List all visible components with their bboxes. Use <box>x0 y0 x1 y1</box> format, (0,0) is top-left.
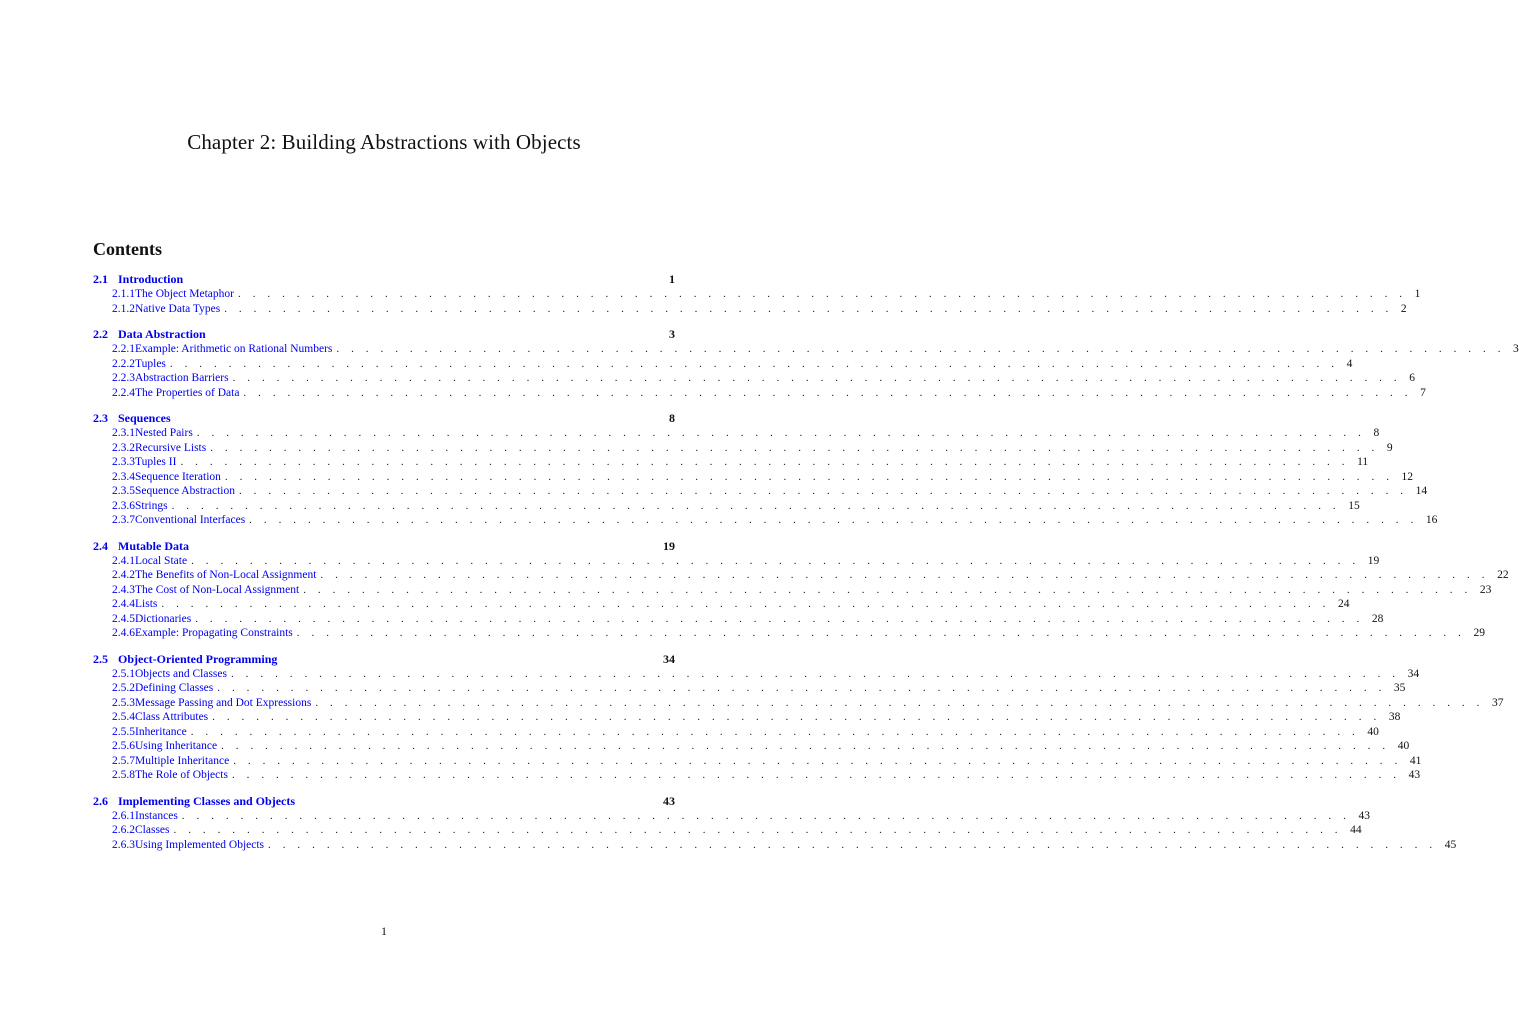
table-of-contents <box>93 272 1519 863</box>
subsection-page: 44 <box>1350 824 1362 836</box>
toc-subsection-link[interactable] <box>93 441 1393 456</box>
subsection-number[interactable]: 2.4.4 <box>112 598 135 610</box>
dot-leader: . . . . . . . . . . . . . . . . . . . . . . . . . . . . . . . . . . . . . . . . . . . . . . . . . . . . . . . . . . . . . . . . . . . . . . . . . . . . . . . . <box>320 569 1490 581</box>
subsection-title[interactable]: Message Passing and Dot Expressions <box>135 696 312 709</box>
dot-leader: . . . . . . . . . . . . . . . . . . . . . . . . . . . . . . . . . . . . . . . . . . . . . . . . . . . . . . . . . . . . . . . . . . . . . . . . . . . . . . . . <box>171 499 1341 512</box>
subsection-title[interactable]: Sequence Abstraction <box>135 485 235 497</box>
section-number[interactable]: 2.6 <box>93 793 108 808</box>
toc-subsection-link[interactable] <box>93 426 1380 441</box>
section-number[interactable]: 2.4 <box>93 538 108 553</box>
dot-leader: . . . . . . . . . . . . . . . . . . . . . . . . . . . . . . . . . . . . . . . . . . . . . . . . . . . . . . . . . . . . . . . . . . . . . . . . . . . . . . . . <box>181 809 1351 822</box>
dot-leader: . . . . . . . . . . . . . . . . . . . . . . . . . . . . . . . . . . . . . . . . . . . . . . . . . . . . . . . . . . . . . . . . . . . . . . . . . . . . . . . . <box>210 441 1379 454</box>
subsection-number[interactable]: 2.5.5 <box>112 725 135 738</box>
dot-leader: . . . . . . . . . . . . . . . . . . . . . . . . . . . . . . . . . . . . . . . . . . . . . . . . . . . . . . . . . . . . . . . . . . . . . . . . . . . . . . . . <box>233 754 1402 767</box>
dot-leader: . . . . . . . . . . . . . . . . . . . . . . . . . . . . . . . . . . . . . . . . . . . . . . . . . . . . . . . . . . . . . . . . . . . . . . . . . . . . . . . . <box>231 769 1401 781</box>
toc-subsection-link[interactable] <box>93 739 1410 754</box>
toc-section <box>93 327 1519 400</box>
subsection-number[interactable]: 2.5.1 <box>112 667 135 680</box>
section-title[interactable]: Introduction <box>118 272 184 286</box>
section-page: 3 <box>669 327 675 341</box>
subsection-number[interactable]: 2.3.5 <box>112 485 135 497</box>
section-page: 1 <box>669 272 675 286</box>
toc-subsection-link[interactable] <box>93 513 1438 528</box>
dot-leader: . . . . . . . . . . . . . . . . . . . . . . . . . . . . . . . . . . . . . . . . . . . . . . . . . . . . . . . . . . . . . . . . . . . . . . . . . . . . . . . . <box>336 343 1506 355</box>
toc-subsection-link[interactable] <box>93 287 1421 302</box>
subsection-page: 14 <box>1415 485 1428 497</box>
subsection-title[interactable]: Native Data Types <box>135 302 221 315</box>
toc-subsection-link[interactable] <box>93 823 1362 838</box>
toc-section-link[interactable] <box>93 539 675 554</box>
toc-subsection-link[interactable] <box>93 612 1384 627</box>
section-title[interactable]: Data Abstraction <box>118 327 206 341</box>
subsection-number[interactable]: 2.3.6 <box>112 499 135 512</box>
section-page: 19 <box>663 538 675 553</box>
subsection-number[interactable]: 2.5.8 <box>112 769 135 781</box>
toc-section <box>93 272 1421 316</box>
subsection-title[interactable]: Example: Propagating Constraints <box>135 627 293 639</box>
toc-section-link[interactable] <box>93 652 675 667</box>
subsection-title[interactable]: Local State <box>135 554 188 567</box>
dot-leader: . . . . . . . . . . . . . . . . . . . . . . . . . . . . . . . . . . . . . . . . . . . . . . . . . . . . . . . . . . . . . . . . . . . . . . . . . . . . . . . . <box>232 372 1402 384</box>
subsection-number[interactable]: 2.5.4 <box>112 711 135 723</box>
subsection-title[interactable]: Dictionaries <box>135 612 192 625</box>
section-number[interactable]: 2.5 <box>93 651 108 666</box>
subsection-page: 43 <box>1408 769 1421 781</box>
subsection-number[interactable]: 2.5.2 <box>112 682 135 694</box>
subsection-title[interactable]: Recursive Lists <box>135 441 207 454</box>
subsection-number[interactable]: 2.3.1 <box>112 427 135 439</box>
subsection-title[interactable]: The Properties of Data <box>135 386 240 399</box>
page-number: 1 <box>381 924 387 938</box>
toc-subsection-link[interactable] <box>93 455 1369 470</box>
subsection-page: 43 <box>1358 809 1370 822</box>
subsection-page: 9 <box>1386 441 1393 454</box>
subsection-number[interactable]: 2.2.4 <box>112 386 135 399</box>
dot-leader: . . . . . . . . . . . . . . . . . . . . . . . . . . . . . . . . . . . . . . . . . . . . . . . . . . . . . . . . . . . . . . . . . . . . . . . . . . . . . . . . <box>173 824 1343 836</box>
subsection-page: 19 <box>1367 554 1380 567</box>
subsection-title[interactable]: Lists <box>135 598 158 610</box>
subsection-page: 7 <box>1420 386 1426 399</box>
toc-subsection-link[interactable] <box>93 725 1379 740</box>
dot-leader: . . . . . . . . . . . . . . . . . . . . . . . . . . . . . . . . . . . . . . . . . . . . . . . . . . . . . . . . . . . . . . . . . . . . . . . . . . . . . . . . <box>195 612 1364 625</box>
subsection-page: 23 <box>1479 583 1492 596</box>
subsection-page: 12 <box>1401 470 1414 483</box>
toc-subsection-link[interactable] <box>93 710 1401 725</box>
section-title[interactable]: Implementing Classes and Objects <box>118 793 296 808</box>
subsection-title[interactable]: Abstraction Barriers <box>135 372 229 384</box>
subsection-number[interactable]: 2.6.3 <box>112 838 135 851</box>
toc-subsection-link[interactable] <box>93 568 1509 583</box>
subsection-number[interactable]: 2.4.1 <box>112 554 135 567</box>
section-title[interactable]: Object-Oriented Programming <box>118 651 278 666</box>
toc-section <box>93 651 1504 783</box>
subsection-title[interactable]: Using Inheritance <box>135 740 218 752</box>
subsection-page: 1 <box>1414 288 1421 300</box>
subsection-title[interactable]: Objects and Classes <box>135 667 227 680</box>
subsection-number[interactable]: 2.2.1 <box>112 343 135 355</box>
toc-subsection-link[interactable] <box>93 626 1485 641</box>
subsection-title[interactable]: Tuples II <box>135 456 177 468</box>
subsection-page: 40 <box>1397 740 1410 752</box>
toc-section <box>93 411 1438 528</box>
dot-leader: . . . . . . . . . . . . . . . . . . . . . . . . . . . . . . . . . . . . . . . . . . . . . . . . . . . . . . . . . . . . . . . . . . . . . . . . . . . . . . . . <box>268 838 1437 851</box>
section-title[interactable]: Mutable Data <box>118 538 189 553</box>
toc-subsection-link[interactable] <box>93 597 1350 612</box>
toc-section-link[interactable] <box>93 272 675 287</box>
section-page: 43 <box>663 793 675 808</box>
subsection-title[interactable]: The Role of Objects <box>135 769 228 781</box>
subsection-number[interactable]: 2.3.2 <box>112 441 135 454</box>
toc-subsection-link[interactable] <box>93 696 1504 711</box>
subsection-title[interactable]: Tuples <box>135 357 166 370</box>
subsection-title[interactable]: Class Attributes <box>135 711 209 723</box>
subsection-page: 35 <box>1393 682 1406 694</box>
toc-subsection-link[interactable] <box>93 667 1420 682</box>
section-number[interactable]: 2.1 <box>93 272 108 286</box>
subsection-page: 3 <box>1513 343 1519 355</box>
subsection-title[interactable]: Multiple Inheritance <box>135 754 230 767</box>
section-title[interactable]: Sequences <box>118 411 171 425</box>
dot-leader: . . . . . . . . . . . . . . . . . . . . . . . . . . . . . . . . . . . . . . . . . . . . . . . . . . . . . . . . . . . . . . . . . . . . . . . . . . . . . . . . <box>190 725 1360 738</box>
subsection-page: 34 <box>1407 667 1420 680</box>
dot-leader: . . . . . . . . . . . . . . . . . . . . . . . . . . . . . . . . . . . . . . . . . . . . . . . . . . . . . . . . . . . . . . . . . . . . . . . . . . . . . . . . <box>296 627 1466 639</box>
dot-leader: . . . . . . . . . . . . . . . . . . . . . . . . . . . . . . . . . . . . . . . . . . . . . . . . . . . . . . . . . . . . . . . . . . . . . . . . . . . . . . . . <box>196 427 1366 439</box>
subsection-page: 11 <box>1357 456 1369 468</box>
subsection-page: 4 <box>1346 357 1353 370</box>
toc-section-link[interactable] <box>93 794 675 809</box>
subsection-page: 37 <box>1491 696 1504 709</box>
toc-subsection-link[interactable] <box>93 342 1519 357</box>
dot-leader: . . . . . . . . . . . . . . . . . . . . . . . . . . . . . . . . . . . . . . . . . . . . . . . . . . . . . . . . . . . . . . . . . . . . . . . . . . . . . . . . <box>315 696 1484 709</box>
dot-leader: . . . . . . . . . . . . . . . . . . . . . . . . . . . . . . . . . . . . . . . . . . . . . . . . . . . . . . . . . . . . . . . . . . . . . . . . . . . . . . . . <box>238 288 1407 300</box>
toc-subsection-link[interactable] <box>93 681 1406 696</box>
toc-subsection-link[interactable] <box>93 357 1353 372</box>
subsection-title[interactable]: Nested Pairs <box>135 427 193 439</box>
toc-subsection-link[interactable] <box>93 470 1414 485</box>
dot-leader: . . . . . . . . . . . . . . . . . . . . . . . . . . . . . . . . . . . . . . . . . . . . . . . . . . . . . . . . . . . . . . . . . . . . . . . . . . . . . . . . <box>230 667 1400 680</box>
subsection-title[interactable]: Defining Classes <box>135 682 214 694</box>
subsection-number[interactable]: 2.3.4 <box>112 470 135 483</box>
toc-section <box>93 538 1509 641</box>
subsection-title[interactable]: Classes <box>135 824 170 836</box>
subsection-number[interactable]: 2.2.3 <box>112 372 135 384</box>
subsection-number[interactable]: 2.3.3 <box>112 456 135 468</box>
subsection-number[interactable]: 2.5.3 <box>112 696 135 709</box>
subsection-page: 2 <box>1400 302 1407 315</box>
subsection-title[interactable]: The Object Metaphor <box>135 288 234 300</box>
toc-subsection-link[interactable] <box>93 768 1421 783</box>
toc-section-link[interactable] <box>93 411 675 426</box>
dot-leader: . . . . . . . . . . . . . . . . . . . . . . . . . . . . . . . . . . . . . . . . . . . . . . . . . . . . . . . . . . . . . . . . . . . . . . . . . . . . . . . . <box>180 456 1350 468</box>
dot-leader: . . . . . . . . . . . . . . . . . . . . . . . . . . . . . . . . . . . . . . . . . . . . . . . . . . . . . . . . . . . . . . . . . . . . . . . . . . . . . . . . <box>238 485 1408 497</box>
dot-leader: . . . . . . . . . . . . . . . . . . . . . . . . . . . . . . . . . . . . . . . . . . . . . . . . . . . . . . . . . . . . . . . . . . . . . . . . . . . . . . . . <box>221 740 1390 752</box>
toc-subsection-link[interactable] <box>93 371 1415 386</box>
subsection-number[interactable]: 2.4.2 <box>112 569 135 581</box>
subsection-title[interactable]: Inheritance <box>135 725 187 738</box>
contents-heading: Contents <box>93 239 163 259</box>
subsection-page: 16 <box>1425 514 1438 526</box>
dot-leader: . . . . . . . . . . . . . . . . . . . . . . . . . . . . . . . . . . . . . . . . . . . . . . . . . . . . . . . . . . . . . . . . . . . . . . . . . . . . . . . . <box>212 711 1381 723</box>
chapter-title: Chapter 2: Building Abstractions with Objects <box>187 130 581 154</box>
subsection-title[interactable]: Example: Arithmetic on Rational Numbers <box>135 343 333 355</box>
subsection-number[interactable]: 2.1.1 <box>112 288 135 300</box>
subsection-page: 8 <box>1373 427 1380 439</box>
toc-subsection-link[interactable] <box>93 554 1380 569</box>
dot-leader: . . . . . . . . . . . . . . . . . . . . . . . . . . . . . . . . . . . . . . . . . . . . . . . . . . . . . . . . . . . . . . . . . . . . . . . . . . . . . . . . <box>243 386 1413 399</box>
subsection-page: 24 <box>1338 598 1350 610</box>
subsection-page: 45 <box>1444 838 1457 851</box>
toc-subsection-link[interactable] <box>93 754 1422 769</box>
subsection-page: 41 <box>1409 754 1422 767</box>
subsection-page: 28 <box>1371 612 1384 625</box>
subsection-title[interactable]: Conventional Interfaces <box>135 514 246 526</box>
toc-subsection-link[interactable] <box>93 583 1492 598</box>
subsection-number[interactable]: 2.4.6 <box>112 627 135 639</box>
subsection-page: 22 <box>1497 569 1509 581</box>
dot-leader: . . . . . . . . . . . . . . . . . . . . . . . . . . . . . . . . . . . . . . . . . . . . . . . . . . . . . . . . . . . . . . . . . . . . . . . . . . . . . . . . <box>191 554 1360 567</box>
section-page: 8 <box>669 411 675 425</box>
toc-section <box>93 793 1457 853</box>
subsection-page: 40 <box>1367 725 1379 738</box>
toc-subsection-link[interactable] <box>93 302 1407 317</box>
dot-leader: . . . . . . . . . . . . . . . . . . . . . . . . . . . . . . . . . . . . . . . . . . . . . . . . . . . . . . . . . . . . . . . . . . . . . . . . . . . . . . . . <box>224 302 1393 315</box>
subsection-page: 15 <box>1348 499 1360 512</box>
subsection-title[interactable]: The Benefits of Non-Local Assignment <box>135 569 317 581</box>
subsection-number[interactable]: 2.6.1 <box>112 809 135 822</box>
toc-subsection-link[interactable] <box>93 484 1428 499</box>
subsection-number[interactable]: 2.2.2 <box>112 357 135 370</box>
toc-subsection-link[interactable] <box>93 809 1370 824</box>
subsection-title[interactable]: Strings <box>135 499 168 512</box>
section-number[interactable]: 2.2 <box>93 327 108 341</box>
dot-leader: . . . . . . . . . . . . . . . . . . . . . . . . . . . . . . . . . . . . . . . . . . . . . . . . . . . . . . . . . . . . . . . . . . . . . . . . . . . . . . . . <box>303 583 1472 596</box>
dot-leader: . . . . . . . . . . . . . . . . . . . . . . . . . . . . . . . . . . . . . . . . . . . . . . . . . . . . . . . . . . . . . . . . . . . . . . . . . . . . . . . . <box>169 357 1339 370</box>
subsection-number[interactable]: 2.4.3 <box>112 583 135 596</box>
subsection-number[interactable]: 2.5.6 <box>112 740 135 752</box>
subsection-number[interactable]: 2.6.2 <box>112 824 135 836</box>
subsection-number[interactable]: 2.3.7 <box>112 514 135 526</box>
subsection-title[interactable]: The Cost of Non-Local Assignment <box>135 583 300 596</box>
subsection-number[interactable]: 2.4.5 <box>112 612 135 625</box>
toc-subsection-link[interactable] <box>93 499 1360 514</box>
dot-leader: . . . . . . . . . . . . . . . . . . . . . . . . . . . . . . . . . . . . . . . . . . . . . . . . . . . . . . . . . . . . . . . . . . . . . . . . . . . . . . . . <box>224 470 1394 483</box>
subsection-page: 6 <box>1409 372 1415 384</box>
subsection-title[interactable]: Using Implemented Objects <box>135 838 265 851</box>
toc-section-link[interactable] <box>93 327 675 342</box>
toc-subsection-link[interactable] <box>93 838 1457 853</box>
subsection-number[interactable]: 2.1.2 <box>112 302 135 315</box>
subsection-page: 38 <box>1388 711 1401 723</box>
subsection-page: 29 <box>1473 627 1485 639</box>
subsection-title[interactable]: Instances <box>135 809 178 822</box>
dot-leader: . . . . . . . . . . . . . . . . . . . . . . . . . . . . . . . . . . . . . . . . . . . . . . . . . . . . . . . . . . . . . . . . . . . . . . . . . . . . . . . . <box>161 598 1331 610</box>
subsection-number[interactable]: 2.5.7 <box>112 754 135 767</box>
section-page: 34 <box>663 651 675 666</box>
section-number[interactable]: 2.3 <box>93 411 108 425</box>
dot-leader: . . . . . . . . . . . . . . . . . . . . . . . . . . . . . . . . . . . . . . . . . . . . . . . . . . . . . . . . . . . . . . . . . . . . . . . . . . . . . . . . <box>217 682 1386 694</box>
dot-leader: . . . . . . . . . . . . . . . . . . . . . . . . . . . . . . . . . . . . . . . . . . . . . . . . . . . . . . . . . . . . . . . . . . . . . . . . . . . . . . . . <box>249 514 1418 526</box>
toc-subsection-link[interactable] <box>93 386 1426 401</box>
subsection-title[interactable]: Sequence Iteration <box>135 470 221 483</box>
